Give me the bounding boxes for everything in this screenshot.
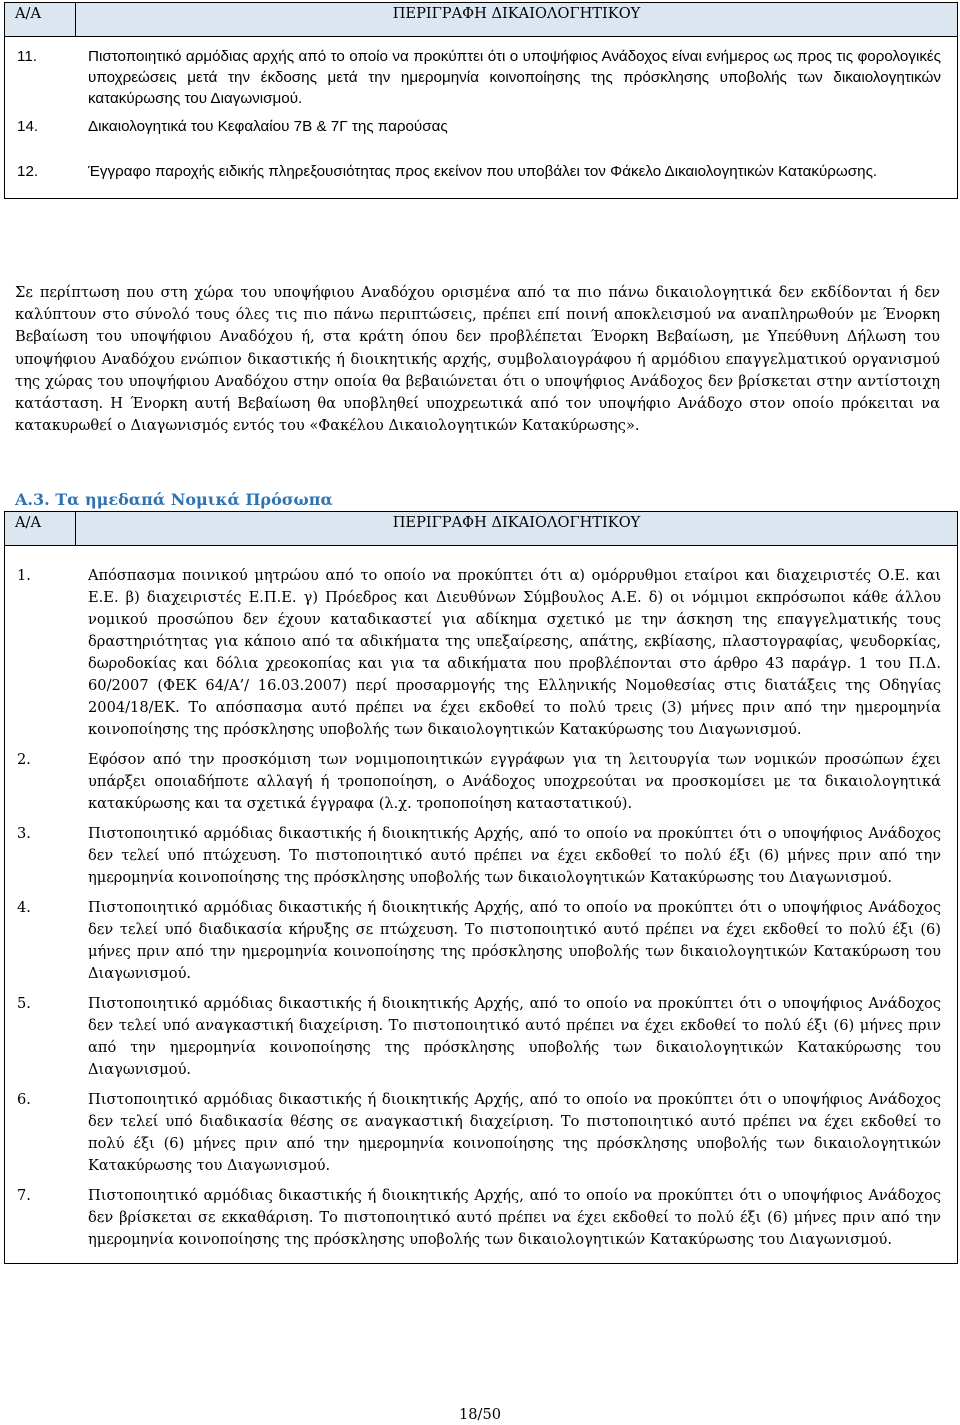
item-number: 1. <box>17 567 31 584</box>
header-description: ΠΕΡΙΓΡΑΦΗ ΔΙΚΑΙΟΛΟΓΗΤΙΚΟΥ <box>76 3 958 37</box>
item-number: 12. <box>17 163 39 180</box>
item-text: Πιστοποιητικό αρμόδιας δικαστικής ή διοικητικής Αρχής, από το οποίο να προκύπτει ότι ο υποψήφιος Ανάδοχος δεν τελεί υπό διαδικασία κήρυξης σε πτώχευση. Το πιστοποιητικό αυτό πρέπει να έχει εκδοθεί το πολύ έξι (6) μήνες πριν από την ημερομηνία κοινοποίησης της πρόσκλησης υποβολής των δικαιολογητικών Κατακύρωση του Διαγωνισμού. <box>88 899 941 982</box>
list-item <box>17 46 941 109</box>
item-number: 14. <box>17 118 39 135</box>
item-text: Απόσπασμα ποινικού μητρώου από το οποίο να προκύπτει ότι α) ομόρρυθμοι εταίροι και διαχειριστές Ο.Ε. και Ε.Ε. β) διαχειριστές Ε.Π.Ε. γ) Πρόεδρος και Διευθύνων Σύμβουλος Α.Ε. δ) οι νόμιμοι εκπρόσωποι κάθε άλλου νομικού προσώπου δεν έχουν καταδικαστεί για αδίκημα σχετικό με την άσκηση της επαγγελματικής τους δραστηριότητας για κάποιο από τα αδικήματα της υπεξαίρεσης, απάτης, εκβίασης, πλαστογραφίας, ψευδορκίας, δωροδοκίας και δόλια χρεοκοπίας και για τα αδικήματα που προβλέπονται στο άρθρο 43 παράγρ. 1 του Π.Δ. 60/2007 (ΦΕΚ 64/Α’/ 16.03.2007) περί προσαρμογής της Ελληνικής Νομοθεσίας στις διατάξεις της Οδηγίας 2004/18/ΕΚ. Το απόσπασμα αυτό πρέπει να έχει εκδοθεί το πολύ τρεις (3) μήνες πριν από την ημερομηνία κοινοποίησης της πρόσκλησης υποβολής των δικαιολογητικών Κατακύρωσης του Διαγωνισμού. <box>88 567 941 738</box>
list-item <box>17 565 941 741</box>
header-aa: Α/Α <box>5 3 76 37</box>
list-item <box>17 116 941 137</box>
list-item <box>17 993 941 1081</box>
item-number: 7. <box>17 1187 31 1204</box>
item-text: Δικαιολογητικά του Κεφαλαίου 7Β & 7Γ της παρούσας <box>88 118 448 135</box>
header-description: ΠΕΡΙΓΡΑΦΗ ΔΙΚΑΙΟΛΟΓΗΤΙΚΟΥ <box>76 512 958 546</box>
item-number: 4. <box>17 899 31 916</box>
list-item <box>17 897 941 985</box>
table-body <box>5 37 958 199</box>
list-item <box>17 1185 941 1251</box>
item-number: 3. <box>17 825 31 842</box>
list-item <box>17 161 941 182</box>
item-number: 5. <box>17 995 31 1012</box>
item-text: Πιστοποιητικό αρμόδιας αρχής από το οποίο να προκύπτει ότι ο υποψήφιος Ανάδοχος είναι ενήμερος ως προς τις φορολογικές υποχρεώσεις μετά την έκδοσης μετά την ημερομηνία κοινοποίησης της πρόσκλησης υποβολής των δικαιολογητικών κατακύρωσης του Διαγωνισμού. <box>88 48 941 107</box>
item-text: Έγγραφο παροχής ειδικής πληρεξουσιότητας προς εκείνον που υποβάλει τον Φάκελο Δικαιολογητικών Κατακύρωσης. <box>88 163 878 180</box>
table-body <box>5 546 958 1264</box>
fallback-declaration-paragraph: Σε περίπτωση που στη χώρα του υποψήφιου Αναδόχου ορισμένα από τα πιο πάνω δικαιολογητικά δεν εκδίδονται ή δεν καλύπτουν στο σύνολό τους όλες τις πιο πάνω περιπτώσεις, πρέπει επί ποινή αποκλεισμού να αναπληρωθούν με Ένορκη Βεβαίωση του υποψήφιου Αναδόχου ή, στα κράτη όπου δεν προβλέπεται Ένορκη Βεβαίωση, με Υπεύθυνη Δήλωση του υποψήφιου Αναδόχου ενώπιον δικαστικής ή διοικητικής αρχής, συμβολαιογράφου ή αρμόδιου επαγγελματικού οργανισμού της χώρας του υποψήφιου Αναδόχου στην οποία θα βεβαιώνεται ότι ο υποψήφιος Ανάδοχος δεν βρίσκεται στην αντίστοιχη κατάσταση. Η Ένορκη αυτή Βεβαίωση θα υποβληθεί υποχρεωτικά από τον υποψήφιο Ανάδοχο στον οποίο πρόκειται να κατακυρωθεί ο Διαγωνισμός εντός του «Φακέλου Δικαιολογητικών Κατακύρωσης». <box>15 284 940 435</box>
table-header <box>5 3 958 37</box>
documents-table-1 <box>4 2 958 199</box>
list-item <box>17 823 941 889</box>
header-aa: Α/Α <box>5 512 76 546</box>
item-text: Πιστοποιητικό αρμόδιας δικαστικής ή διοικητικής Αρχής, από το οποίο να προκύπτει ότι ο υποψήφιος Ανάδοχος δεν τελεί υπό αναγκαστική διαχείριση. Το πιστοποιητικό αυτό πρέπει να έχει εκδοθεί το πολύ έξι (6) μήνες πριν από την ημερομηνία κοινοποίησης της πρόσκλησης υποβολής των δικαιολογητικών Κατακύρωσης του Διαγωνισμού. <box>88 995 941 1078</box>
table-header <box>5 512 958 546</box>
item-text: Πιστοποιητικό αρμόδιας δικαστικής ή διοικητικής Αρχής, από το οποίο να προκύπτει ότι ο υποψήφιος Ανάδοχος δεν τελεί υπό πτώχευση. Το πιστοποιητικό αυτό πρέπει να έχει εκδοθεί το πολύ έξι (6) μήνες πριν από την ημερομηνία κοινοποίησης της πρόσκλησης υποβολής των δικαιολογητικών Κατακύρωσης του Διαγωνισμού. <box>88 825 941 886</box>
documents-table-2 <box>4 511 958 1264</box>
item-number: 6. <box>17 1091 31 1108</box>
list-item <box>17 1089 941 1177</box>
item-text: Πιστοποιητικό αρμόδιας δικαστικής ή διοικητικής Αρχής, από το οποίο να προκύπτει ότι ο υποψήφιος Ανάδοχος δεν τελεί υπό διαδικασία θέσης σε αναγκαστική διαχείριση. Το πιστοποιητικό αυτό πρέπει να έχει εκδοθεί το πολύ έξι (6) μήνες πριν από την ημερομηνία κοινοποίησης της πρόσκλησης υποβολής των δικαιολογητικών Κατακύρωσης του Διαγωνισμού. <box>88 1091 941 1174</box>
item-number: 11. <box>17 48 37 65</box>
item-number: 2. <box>17 751 31 768</box>
page-number: 18/50 <box>458 1406 502 1423</box>
list-item <box>17 749 941 815</box>
item-text: Πιστοποιητικό αρμόδιας δικαστικής ή διοικητικής Αρχής, από το οποίο να προκύπτει ότι ο υποψήφιος Ανάδοχος δεν βρίσκεται σε εκκαθάριση. Το πιστοποιητικό αυτό πρέπει να έχει εκδοθεί το πολύ έξι (6) μήνες πριν από την ημερομηνία κοινοποίησης της πρόσκλησης υποβολής των δικαιολογητικών Κατακύρωσης του Διαγωνισμού. <box>88 1187 941 1248</box>
section-title: Α.3. Τα ημεδαπά Νομικά Πρόσωπα <box>15 490 333 509</box>
item-text: Εφόσον από την προσκόμιση των νομιμοποιητικών εγγράφων για τη λειτουργία των νομικών προσώπων έχει υπάρξει οποιαδήποτε αλλαγή ή τροποποίηση, ο Ανάδοχος υποχρεούται να προσκομίσει με τα δικαιολογητικά κατακύρωσης και τα σχετικά έγγραφα (λ.χ. τροποποίηση καταστατικού). <box>88 751 941 812</box>
